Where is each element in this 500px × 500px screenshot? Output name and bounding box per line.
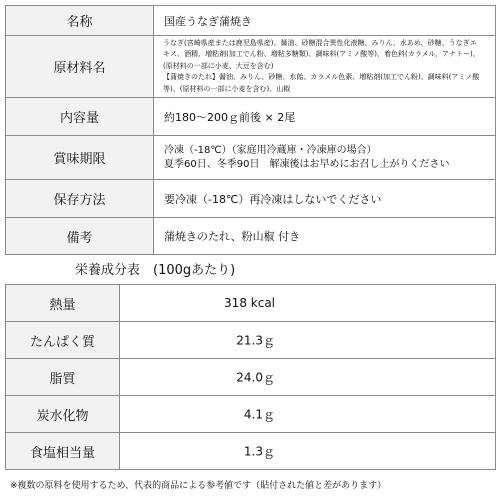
storage-value: 要冷凍（-18℃）再冷凍はしないでください	[154, 180, 496, 218]
spec-row-name	[6, 6, 496, 36]
nutrition-label: 食塩相当量	[6, 433, 120, 470]
ingredients-value	[154, 36, 496, 98]
expiry-line: 冷凍（-18℃）（家庭用冷蔵庫・冷凍庫の場合）	[164, 144, 377, 156]
ingredients-label: 原材料名	[6, 36, 154, 98]
nutrition-row	[6, 359, 496, 396]
content-value: 約180～200ｇ前後 × 2尾	[154, 98, 496, 136]
notes-label: 備考	[6, 218, 154, 255]
nutrition-heading: 栄養成分表 (100gあたり)	[75, 263, 236, 278]
ingredients-line: (原材料の一部に小麦、大豆を含む)	[163, 61, 274, 70]
notes-value: 蒲焼きのたれ、粉山椒 付き	[154, 218, 496, 255]
nutrition-row	[6, 396, 496, 433]
ingredients-line: 【蒲焼きのたれ】醤油、みりん、砂糖、水飴、カラメル色素、増粘剤(加工でん粉)、調味料(アミノ酸	[163, 73, 480, 82]
nutrition-label: 熱量	[6, 285, 120, 322]
nutrition-row	[6, 322, 496, 359]
nutrition-table	[5, 284, 496, 470]
name-label: 名称	[6, 6, 154, 36]
nutrition-value: 24.0ｇ	[236, 370, 275, 385]
nutrition-value: 4.1ｇ	[243, 407, 275, 422]
product-spec-table	[5, 5, 496, 255]
nutrition-label: たんぱく質	[6, 322, 120, 359]
content-label: 内容量	[6, 98, 154, 136]
name-value: 国産うなぎ蒲焼き	[154, 6, 496, 36]
spec-row-storage	[6, 180, 496, 218]
nutrition-value: 21.3ｇ	[236, 333, 275, 348]
ingredients-line: うなぎ(宮崎県産または鹿児島県産)、醤油、砂糖混合異性化液糖、みりん、水あめ、砂糖、うなぎエ	[163, 38, 477, 47]
nutrition-value: 318 kcal	[224, 296, 275, 310]
ingredients-line: キス、酒精、増粘剤(加工でん粉、増粘多糖類)、調味料(アミノ酸等)、着色料(カラメル、アナトー)、	[163, 50, 480, 59]
nutrition-label: 脂質	[6, 359, 120, 396]
expiry-line: 夏季60日、冬季90日 解凍後はお早めにお召し上がりください	[164, 158, 450, 170]
spec-row-expiry	[6, 136, 496, 180]
spec-row-content	[6, 98, 496, 136]
footnote: ※複数の原料を使用するため、代表的商品による参考値です（貼付された値と差があります）	[10, 481, 387, 491]
nutrition-row	[6, 433, 496, 470]
expiry-label: 賞味期限	[6, 136, 154, 180]
ingredients-line: 等)、(原材料の一部に小麦を含む)、山椒	[163, 84, 291, 93]
storage-label: 保存方法	[6, 180, 154, 218]
nutrition-label: 炭水化物	[6, 396, 120, 433]
expiry-value	[154, 136, 496, 180]
spec-row-ingredients	[6, 36, 496, 98]
spec-row-notes	[6, 218, 496, 255]
nutrition-value: 1.3ｇ	[243, 444, 275, 459]
nutrition-row	[6, 285, 496, 322]
